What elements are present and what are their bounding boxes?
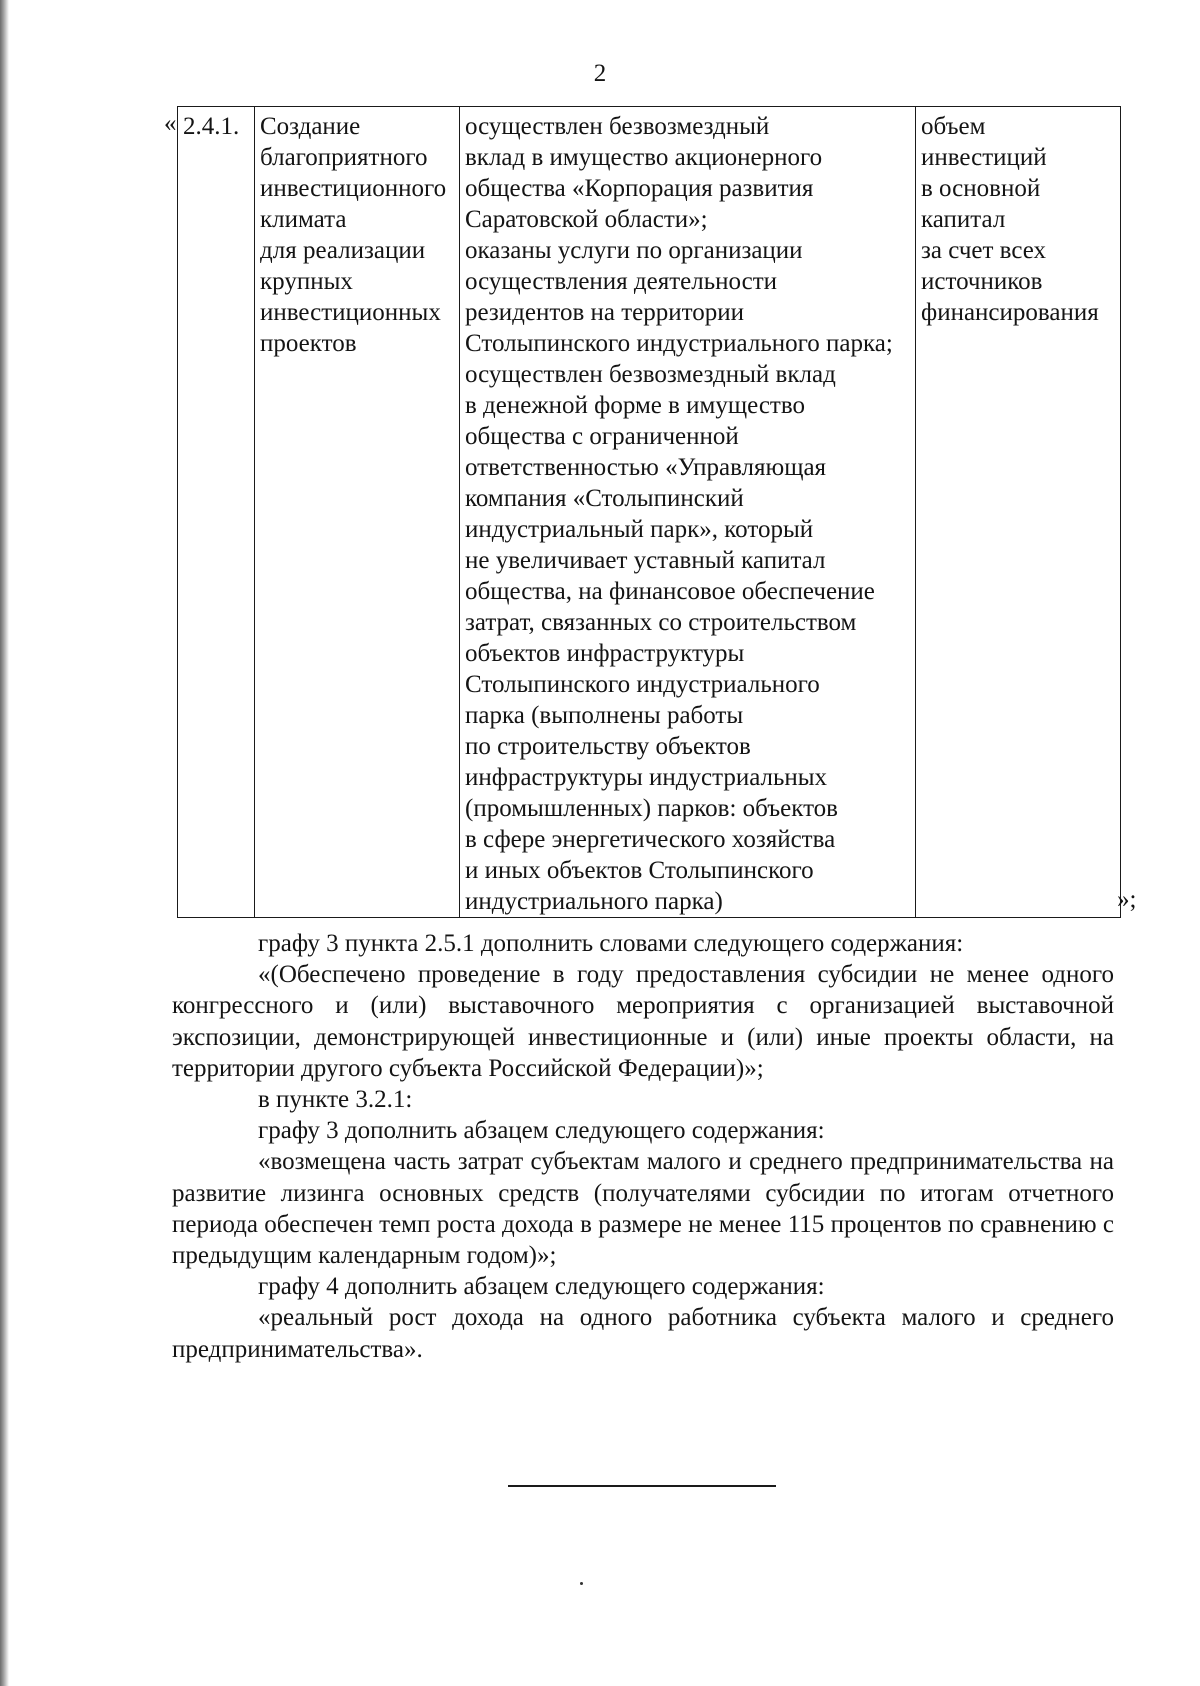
result-line: общества с ограниченной [465, 423, 739, 450]
result-line: вклад в имущество акционерного [465, 144, 823, 171]
indicator-line: финансирования [921, 299, 1099, 326]
indicator-line: объем [921, 113, 986, 140]
paragraph: «(Обеспечено проведение в году предоставления субсидии не менее одного конгрессного и (или) выставочного мероприятия с организацией выставочной экспозиции, демонстрирующей инвестиционные и (или) иные проекты области, на территории другого субъекта Российской Федерации)»; [172, 961, 1114, 1082]
paragraph: графу 4 дополнить абзацем следующего содержания: [258, 1273, 825, 1301]
result-line: Саратовской области»; [465, 206, 708, 233]
row-number: 2.4.1. [183, 113, 240, 140]
amendment-table [177, 106, 1121, 918]
scan-edge [0, 0, 9, 1686]
result-line: не увеличивает уставный капитал [465, 547, 826, 574]
end-divider [508, 1485, 776, 1487]
indicator-line: в основной [921, 175, 1041, 202]
result-line: оказаны услуги по организации [465, 237, 803, 264]
result-line: в денежной форме в имущество [465, 392, 805, 419]
result-line: Столыпинского индустриального парка; [465, 330, 893, 357]
result-cell [460, 107, 916, 918]
result-line: Столыпинского индустриального [465, 671, 820, 698]
indicator-line: источников [921, 268, 1043, 295]
result-line: индустриального парка) [465, 888, 723, 915]
result-line: объектов инфраструктуры [465, 640, 745, 667]
result-line: осуществления деятельности [465, 268, 778, 295]
result-line: (промышленных) парков: объектов [465, 795, 838, 822]
indicator-line: за счет всех [921, 237, 1046, 264]
result-line: компания «Столыпинский [465, 485, 744, 512]
task-name-line: инвестиционных [260, 299, 441, 326]
task-name-line: климата [260, 206, 347, 233]
result-line: парка (выполнены работы [465, 702, 744, 729]
result-line: инфраструктуры индустриальных [465, 764, 828, 791]
page-number: 2 [593, 60, 607, 87]
result-line: общества, на финансовое обеспечение [465, 578, 875, 605]
task-name-line: проектов [260, 330, 357, 357]
amendment-text [172, 928, 1114, 1365]
task-name-line: инвестиционного [260, 175, 447, 202]
task-name-cell [255, 107, 460, 918]
result-line: в сфере энергетического хозяйства [465, 826, 836, 853]
table-open-quote: « [164, 110, 177, 137]
paragraph: «возмещена часть затрат субъектам малого и среднего предпринимательства на развитие лизинга основных средств (получателями субсидии по итогам отчетного периода обеспечен темп роста дохода в размере не менее 115 процентов по сравнению с предыдущим календарным годом)»; [172, 1148, 1114, 1270]
task-name-line: Создание [260, 113, 361, 140]
paragraph: графу 3 дополнить абзацем следующего содержания: [258, 1117, 825, 1145]
result-line: затрат, связанных со строительством [465, 609, 857, 636]
task-name-line: благоприятного [260, 144, 428, 171]
result-line: ответственностью «Управляющая [465, 454, 827, 481]
result-line: осуществлен безвозмездный вклад [465, 361, 836, 388]
result-line: по строительству объектов [465, 733, 751, 760]
table-row [178, 107, 1121, 918]
indicator-line: инвестиций [921, 144, 1047, 171]
row-number-cell [178, 107, 255, 918]
indicator-cell [916, 107, 1121, 918]
paragraph: «реальный рост дохода на одного работника субъекта малого и среднего предпринимательства». [172, 1304, 1114, 1363]
result-line: общества «Корпорация развития [465, 175, 814, 202]
paragraph: в пункте 3.2.1: [258, 1086, 413, 1114]
table-close-quote: »; [1117, 886, 1137, 913]
result-line: и иных объектов Столыпинского [465, 857, 814, 884]
result-line: индустриальный парк», который [465, 516, 814, 543]
result-line: резидентов на территории [465, 299, 744, 326]
task-name-line: для реализации [260, 237, 426, 264]
task-name-line: крупных [260, 268, 353, 295]
scan-speck [580, 1582, 583, 1585]
result-line: осуществлен безвозмездный [465, 113, 770, 140]
indicator-line: капитал [921, 206, 1006, 233]
paragraph: графу 3 пункта 2.5.1 дополнить словами следующего содержания: [258, 930, 964, 957]
